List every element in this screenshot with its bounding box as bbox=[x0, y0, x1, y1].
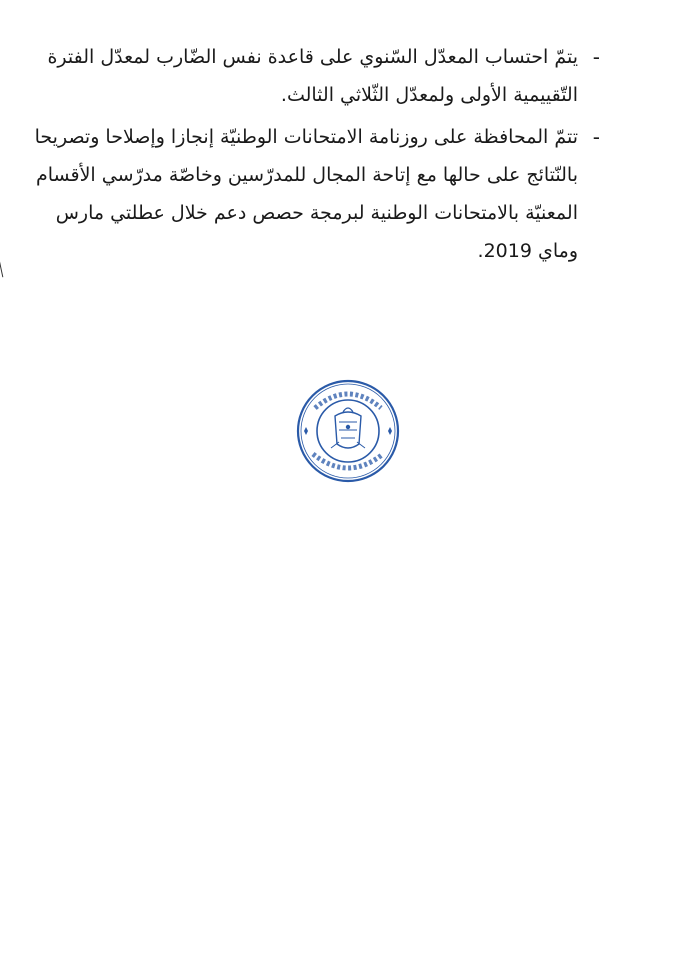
text-line: التّقييمية الأولى ولمعدّل الثّلاثي الثالث. bbox=[280, 84, 578, 106]
text-line: تتمّ المحافظة على روزنامة الامتحانات الوطنيّة إنجازا وإصلاحا وتصريحا bbox=[34, 126, 578, 148]
text-line: وماي 2019. bbox=[477, 240, 578, 262]
text-line: يتمّ احتساب المعدّل السّنوي على قاعدة نفس الضّارب لمعدّل الفترة bbox=[47, 46, 578, 68]
bullet-list bbox=[34, 38, 600, 274]
text-line: بالنّتائج على حالها مع إتاحة المجال للمدرّسين وخاصّة مدرّسي الأقسام bbox=[36, 164, 578, 186]
bullet-marker: - bbox=[592, 45, 600, 69]
margin-mark bbox=[0, 255, 7, 278]
seal-icon bbox=[295, 378, 401, 484]
bullet-item bbox=[34, 118, 600, 270]
bullet-item bbox=[47, 38, 600, 114]
text-line: المعنيّة بالامتحانات الوطنية لبرمجة حصص دعم خلال عطلتي مارس bbox=[55, 202, 578, 224]
bullet-marker: - bbox=[592, 125, 600, 149]
official-seal-stamp bbox=[295, 378, 401, 484]
